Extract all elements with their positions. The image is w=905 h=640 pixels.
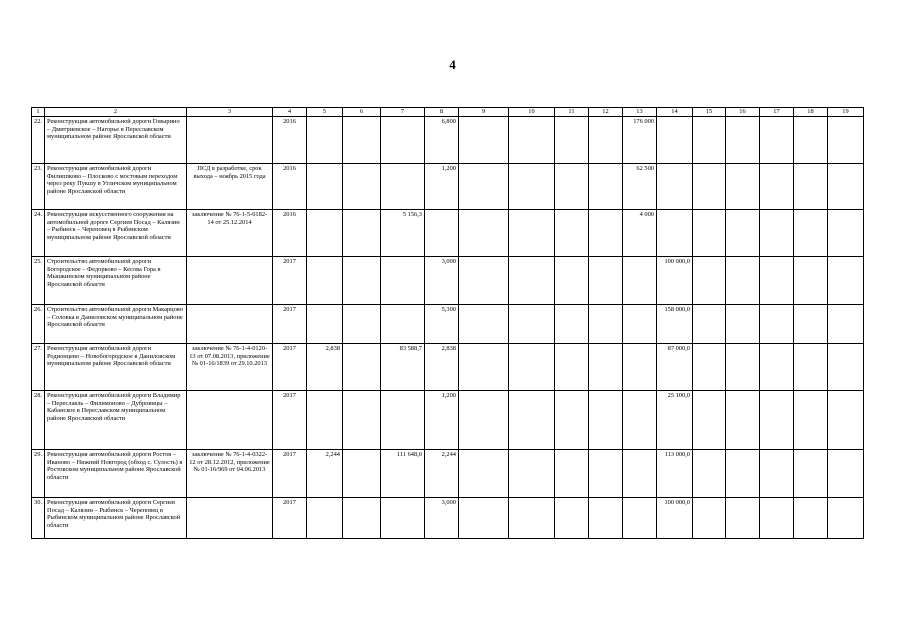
value-cell-10	[509, 344, 555, 391]
value-cell-19	[828, 498, 864, 539]
value-cell-16	[726, 257, 760, 305]
value-cell-17	[760, 117, 794, 164]
value-cell-15	[693, 164, 726, 210]
value-cell-19	[828, 450, 864, 498]
value-cell-6	[343, 498, 381, 539]
row-number-cell: 29.	[32, 450, 45, 498]
value-cell-9	[459, 257, 509, 305]
table-row	[32, 305, 864, 344]
value-cell-7	[381, 391, 425, 450]
value-cell-11	[555, 498, 589, 539]
document-cell: заключение № 76-1-4-0120-13 от 07.08.2013, приложение № 01-16/1839 от 29.10.2013	[187, 344, 273, 391]
header-row	[32, 108, 864, 117]
column-number-cell: 13	[623, 108, 657, 117]
value-cell-18	[794, 344, 828, 391]
value-cell-7: 5 156,3	[381, 210, 425, 257]
value-cell-5	[307, 305, 343, 344]
value-cell-14: 87 000,0	[657, 344, 693, 391]
value-cell-6	[343, 305, 381, 344]
table-row	[32, 450, 864, 498]
value-cell-5: 2,838	[307, 344, 343, 391]
value-cell-5	[307, 164, 343, 210]
value-cell-18	[794, 391, 828, 450]
value-cell-7	[381, 305, 425, 344]
value-cell-8: 2,838	[425, 344, 459, 391]
value-cell-13	[623, 391, 657, 450]
value-cell-15	[693, 257, 726, 305]
value-cell-16	[726, 305, 760, 344]
value-cell-12	[589, 305, 623, 344]
value-cell-17	[760, 391, 794, 450]
value-cell-6	[343, 117, 381, 164]
year-cell: 2016	[273, 117, 307, 164]
value-cell-13	[623, 344, 657, 391]
value-cell-13: 4 000	[623, 210, 657, 257]
value-cell-19	[828, 164, 864, 210]
column-number-cell: 10	[509, 108, 555, 117]
table-row	[32, 498, 864, 539]
column-number-cell: 7	[381, 108, 425, 117]
value-cell-11	[555, 117, 589, 164]
objects-table	[31, 107, 864, 539]
value-cell-19	[828, 391, 864, 450]
value-cell-19	[828, 117, 864, 164]
value-cell-7: 83 588,7	[381, 344, 425, 391]
value-cell-8: 6,800	[425, 117, 459, 164]
value-cell-10	[509, 391, 555, 450]
value-cell-11	[555, 210, 589, 257]
value-cell-6	[343, 450, 381, 498]
column-number-cell: 3	[187, 108, 273, 117]
value-cell-8: 1,200	[425, 164, 459, 210]
value-cell-6	[343, 257, 381, 305]
value-cell-16	[726, 391, 760, 450]
value-cell-9	[459, 117, 509, 164]
value-cell-18	[794, 164, 828, 210]
value-cell-19	[828, 344, 864, 391]
value-cell-11	[555, 450, 589, 498]
value-cell-6	[343, 164, 381, 210]
object-name-cell: Реконструкция автомобильной дороги Сергиев Посад – Калязин – Рыбинск – Череповец в Рыбинском муниципальном районе Ярославской области	[45, 498, 187, 539]
value-cell-17	[760, 164, 794, 210]
column-number-cell: 12	[589, 108, 623, 117]
value-cell-18	[794, 305, 828, 344]
value-cell-14	[657, 210, 693, 257]
value-cell-19	[828, 210, 864, 257]
value-cell-11	[555, 344, 589, 391]
value-cell-16	[726, 164, 760, 210]
column-number-cell: 11	[555, 108, 589, 117]
row-number-cell: 27.	[32, 344, 45, 391]
column-number-cell: 14	[657, 108, 693, 117]
value-cell-5	[307, 391, 343, 450]
value-cell-12	[589, 117, 623, 164]
value-cell-18	[794, 210, 828, 257]
value-cell-9	[459, 498, 509, 539]
document-cell: ПСД в разработке, срок выхода – ноябрь 2015 года	[187, 164, 273, 210]
value-cell-9	[459, 450, 509, 498]
object-name-cell: Реконструкция искусственного сооружения на автомобильной дороге Сергиев Посад – Калязин – Рыбинск – Череповец в Рыбинском муниципальном районе Ярославской области	[45, 210, 187, 257]
value-cell-13: 176 000	[623, 117, 657, 164]
value-cell-12	[589, 210, 623, 257]
value-cell-14: 100 000,0	[657, 498, 693, 539]
year-cell: 2017	[273, 498, 307, 539]
value-cell-15	[693, 450, 726, 498]
table-row	[32, 117, 864, 164]
value-cell-6	[343, 210, 381, 257]
year-cell: 2017	[273, 450, 307, 498]
column-number-cell: 8	[425, 108, 459, 117]
value-cell-7	[381, 498, 425, 539]
value-cell-12	[589, 344, 623, 391]
value-cell-16	[726, 117, 760, 164]
table-row	[32, 164, 864, 210]
column-number-cell: 9	[459, 108, 509, 117]
value-cell-6	[343, 391, 381, 450]
value-cell-18	[794, 498, 828, 539]
value-cell-17	[760, 344, 794, 391]
object-name-cell: Реконструкция автомобильной дороги Родионцево – Новобогородское в Даниловском муниципальном районе Ярославской области	[45, 344, 187, 391]
value-cell-7	[381, 257, 425, 305]
value-cell-8: 3,000	[425, 257, 459, 305]
value-cell-11	[555, 257, 589, 305]
document-cell: заключение № 76-1-5-0182-14 от 25.12.2014	[187, 210, 273, 257]
column-number-cell: 5	[307, 108, 343, 117]
object-name-cell: Реконструкция автомобильной дороги Владимир – Переславль – Филимоново – Дубровицы – Кабанское в Переславском муниципальном районе Ярославской области	[45, 391, 187, 450]
value-cell-14	[657, 164, 693, 210]
document-cell	[187, 391, 273, 450]
value-cell-11	[555, 305, 589, 344]
value-cell-12	[589, 391, 623, 450]
value-cell-8: 3,000	[425, 498, 459, 539]
value-cell-5	[307, 257, 343, 305]
value-cell-8: 2,244	[425, 450, 459, 498]
value-cell-8: 5,300	[425, 305, 459, 344]
column-number-cell: 2	[45, 108, 187, 117]
object-name-cell: Реконструкция автомобильной дороги Говырино – Дмитриевское – Нагорье в Переславском муниципальном районе Ярославской области	[45, 117, 187, 164]
value-cell-17	[760, 210, 794, 257]
value-cell-8: 1,200	[425, 391, 459, 450]
column-number-cell: 4	[273, 108, 307, 117]
value-cell-13	[623, 450, 657, 498]
value-cell-7: 111 648,0	[381, 450, 425, 498]
value-cell-15	[693, 117, 726, 164]
value-cell-12	[589, 498, 623, 539]
value-cell-16	[726, 210, 760, 257]
table-row	[32, 257, 864, 305]
value-cell-19	[828, 305, 864, 344]
value-cell-11	[555, 391, 589, 450]
value-cell-10	[509, 305, 555, 344]
value-cell-16	[726, 344, 760, 391]
value-cell-13	[623, 305, 657, 344]
row-number-cell: 23.	[32, 164, 45, 210]
value-cell-7	[381, 164, 425, 210]
row-number-cell: 28.	[32, 391, 45, 450]
value-cell-6	[343, 344, 381, 391]
value-cell-9	[459, 305, 509, 344]
column-number-cell: 16	[726, 108, 760, 117]
value-cell-14	[657, 117, 693, 164]
column-number-cell: 1	[32, 108, 45, 117]
document-cell	[187, 305, 273, 344]
value-cell-8	[425, 210, 459, 257]
value-cell-15	[693, 391, 726, 450]
object-name-cell: Строительство автомобильной дороги Макарцово – Соловка в Даниловском муниципальном районе Ярославской области	[45, 305, 187, 344]
object-name-cell: Строительство автомобильной дороги Богородское – Федорково – Кесова Гора в Мышкинском муниципальном районе Ярославской области	[45, 257, 187, 305]
year-cell: 2017	[273, 257, 307, 305]
value-cell-10	[509, 210, 555, 257]
value-cell-11	[555, 164, 589, 210]
value-cell-15	[693, 498, 726, 539]
row-number-cell: 22.	[32, 117, 45, 164]
value-cell-9	[459, 210, 509, 257]
value-cell-18	[794, 117, 828, 164]
value-cell-13: 62 500	[623, 164, 657, 210]
value-cell-5	[307, 210, 343, 257]
year-cell: 2016	[273, 210, 307, 257]
column-number-cell: 17	[760, 108, 794, 117]
column-number-cell: 6	[343, 108, 381, 117]
value-cell-9	[459, 164, 509, 210]
row-number-cell: 26.	[32, 305, 45, 344]
document-cell: заключение № 76-1-4-0322-12 от 28.12.2012, приложение № 01-16/969 от 04.06.2013	[187, 450, 273, 498]
value-cell-5	[307, 117, 343, 164]
value-cell-16	[726, 498, 760, 539]
value-cell-9	[459, 344, 509, 391]
value-cell-17	[760, 450, 794, 498]
value-cell-12	[589, 164, 623, 210]
object-name-cell: Реконструкция автомобильной дороги Филиппково – Плосково с мостовым переходом через реку Пукшу в Угличском муниципальном районе Ярославской области	[45, 164, 187, 210]
value-cell-19	[828, 257, 864, 305]
value-cell-14: 100 000,0	[657, 257, 693, 305]
year-cell: 2017	[273, 305, 307, 344]
value-cell-18	[794, 450, 828, 498]
year-cell: 2016	[273, 164, 307, 210]
value-cell-12	[589, 450, 623, 498]
value-cell-15	[693, 344, 726, 391]
value-cell-5	[307, 498, 343, 539]
value-cell-9	[459, 391, 509, 450]
value-cell-14: 25 100,0	[657, 391, 693, 450]
document-cell	[187, 257, 273, 305]
value-cell-10	[509, 164, 555, 210]
document-cell	[187, 498, 273, 539]
table-row	[32, 391, 864, 450]
value-cell-18	[794, 257, 828, 305]
value-cell-17	[760, 257, 794, 305]
value-cell-13	[623, 498, 657, 539]
row-number-cell: 30.	[32, 498, 45, 539]
year-cell: 2017	[273, 391, 307, 450]
page-number: 4	[449, 57, 456, 72]
value-cell-14: 113 000,0	[657, 450, 693, 498]
year-cell: 2017	[273, 344, 307, 391]
value-cell-10	[509, 257, 555, 305]
value-cell-14: 158 000,0	[657, 305, 693, 344]
object-name-cell: Реконструкция автомобильной дороги Ростов – Иваново – Нижний Новгород (обход с. Сулость) в Ростовском муниципальном районе Ярославской области	[45, 450, 187, 498]
column-number-cell: 18	[794, 108, 828, 117]
value-cell-12	[589, 257, 623, 305]
value-cell-10	[509, 117, 555, 164]
value-cell-17	[760, 305, 794, 344]
value-cell-16	[726, 450, 760, 498]
column-number-cell: 19	[828, 108, 864, 117]
value-cell-5: 2,244	[307, 450, 343, 498]
value-cell-10	[509, 450, 555, 498]
value-cell-13	[623, 257, 657, 305]
document-cell	[187, 117, 273, 164]
table-row	[32, 210, 864, 257]
value-cell-10	[509, 498, 555, 539]
row-number-cell: 24.	[32, 210, 45, 257]
value-cell-15	[693, 305, 726, 344]
row-number-cell: 25.	[32, 257, 45, 305]
column-number-cell: 15	[693, 108, 726, 117]
value-cell-17	[760, 498, 794, 539]
table-row	[32, 344, 864, 391]
value-cell-7	[381, 117, 425, 164]
value-cell-15	[693, 210, 726, 257]
